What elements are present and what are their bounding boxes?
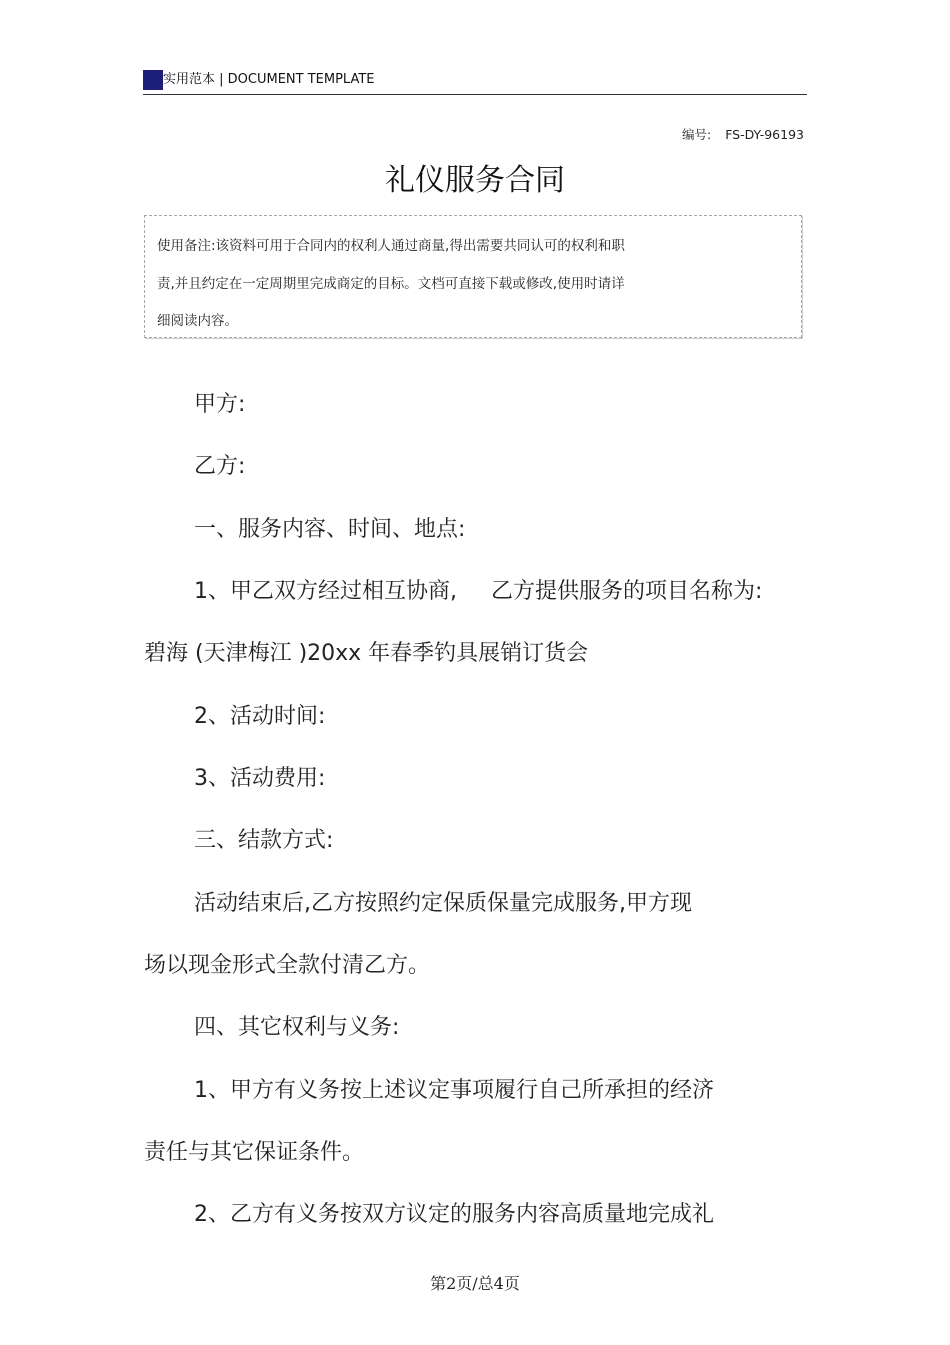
header-label: 实用范本 | DOCUMENT TEMPLATE <box>163 72 375 87</box>
section-1-heading: 一、服务内容、时间、地点: <box>194 517 466 542</box>
section-4-heading: 四、其它权利与义务: <box>194 1015 400 1040</box>
payment-clause-line-2: 场以现金形式全款付清乙方。 <box>144 953 431 978</box>
usage-note-line: 细阅读内容。 <box>157 313 238 329</box>
clause-1-1-part-2: 乙方提供服务的项目名称为: <box>491 579 763 604</box>
clause-1-3: 3、活动费用: <box>194 766 326 791</box>
duty-clause-2-line-1: 2、乙方有义务按双方议定的服务内容高质量地完成礼 <box>194 1202 714 1227</box>
duty-clause-1-line-1: 1、甲方有义务按上述议定事项履行自己所承担的经济 <box>194 1078 714 1103</box>
payment-clause-line-1: 活动结束后,乙方按照约定保质保量完成服务,甲方现 <box>194 891 692 916</box>
document-title: 礼仪服务合同 <box>385 163 565 198</box>
clause-1-1 <box>194 577 762 607</box>
clause-1-2: 2、活动时间: <box>194 704 326 729</box>
document-number-value: FS-DY-96193 <box>725 127 804 142</box>
document-number <box>682 127 804 143</box>
clause-1-1-continuation: 碧海 (天津梅江 )20xx 年春季钓具展销订货会 <box>144 641 589 666</box>
header-logo-block <box>143 70 163 90</box>
usage-note-line: 责,并且约定在一定周期里完成商定的目标。文档可直接下载或修改,使用时请详 <box>157 275 625 292</box>
duty-clause-1-line-2: 责任与其它保证条件。 <box>144 1140 365 1165</box>
clause-1-1-part-1: 1、甲乙双方经过相互协商, <box>194 579 457 604</box>
party-b-label: 乙方: <box>194 454 246 479</box>
section-3-heading: 三、结款方式: <box>194 828 334 853</box>
page-footer: 第2页/总4页 <box>430 1274 520 1293</box>
document-header <box>143 70 807 95</box>
party-a-label: 甲方: <box>194 392 246 417</box>
document-number-label: 编号: <box>681 127 712 142</box>
usage-note-line: 使用备注:该资料可用于合同内的权利人通过商量,得出需要共同认可的权利和职 <box>157 238 625 254</box>
usage-note-box <box>144 215 802 338</box>
